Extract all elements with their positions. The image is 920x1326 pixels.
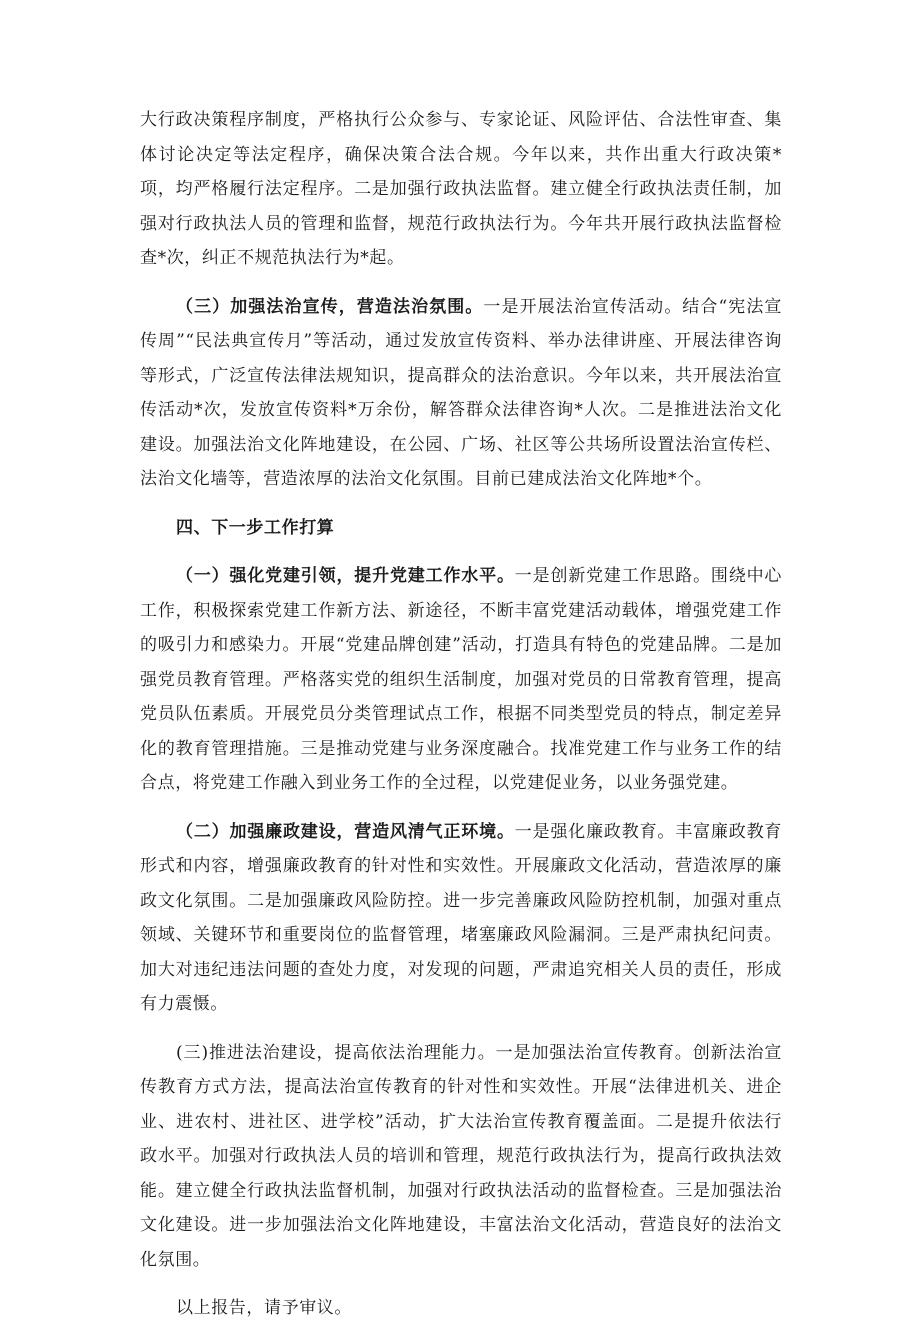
paragraph-text: 一是加强法治宣传教育。创新法治宣传教育方式方法，提高法治宣传教育的针对性和实效性。开展“法律进机关、进企业、进农村、进社区、进学校”活动，扩大法治宣传教育覆盖面。二是提升依法行政水平。加强对行政执法人员的培训和管理，规范行政执法行为，提高行政执法效能。建立健全行政执法监督机制，加强对行政执法活动的监督检查。三是加强法治文化建设。进一步加强法治文化阵地建设，丰富法治文化活动，营造良好的法治文化氛围。: [140, 1042, 782, 1270]
paragraph-text: 一是创新党建工作思路。围绕中心工作，积极探索党建工作新方法、新途径，不断丰富党建活动载体，增强党建工作的吸引力和感染力。开展“党建品牌创建”活动，打造具有特色的党建品牌。二是加强党员教育管理。严格落实党的组织生活制度，加强对党员的日常教育管理，提高党员队伍素质。开展党员分类管理试点工作，根据不同类型党员的特点，制定差异化的教育管理措施。三是推动党建与业务深度融合。找准党建工作与业务工作的结合点，将党建工作融入到业务工作的全过程，以党建促业务，以业务强党建。: [140, 566, 783, 793]
paragraph-gap: [140, 801, 782, 815]
section-heading-next-steps: 四、下一步工作打算: [176, 517, 335, 538]
paragraph-text: 一是开展法治宣传活动。结合“宪法宣传周”“民法典宣传月”等活动，通过发放宣传资料、举办法律讲座、开展法律咨询等形式，广泛宣传法律法规知识，提高群众的法治意识。今年以来，共开展法治宣传活动*次，发放宣传资料*万余份，解答群众法律咨询*人次。二是推进法治文化建设。加强法治文化阵地建设，在公园、广场、社区等公共场所设置法治宣传栏、法治文化墙等，营造浓厚的法治文化氛围。目前已建成法治文化阵地*个。: [140, 296, 783, 489]
paragraph-text: 大行政决策程序制度，严格执行公众参与、专家论证、风险评估、合法性审查、集体讨论决定等法定程序，确保决策合法合规。今年以来，共作出重大行政决策*项，均严格履行法定程序。二是加强行政执法监督。建立健全行政执法责任制，加强对行政执法人员的管理和监督，规范行政执法行为。今年共开展行政执法监督检查*次，纠正不规范执法行为*起。: [140, 110, 782, 268]
paragraph-administrative-decision: [140, 103, 782, 276]
section-lead-heading: (三)推进法治建设，提高依法治理能力。: [176, 1042, 496, 1063]
paragraph-party-building: [140, 559, 782, 801]
section-lead-heading: （三）加强法治宣传，营造法治氛围。: [176, 296, 484, 317]
paragraph-gap: [140, 276, 782, 290]
paragraph-rule-of-law: [140, 1036, 782, 1278]
paragraph-gap: [140, 1022, 782, 1036]
section-lead-heading: （二）加强廉政建设，营造风清气正环境。: [176, 821, 515, 842]
paragraph-gap: [140, 545, 782, 559]
paragraph-gap: [140, 497, 782, 511]
closing-statement: 以上报告，请予审议。: [176, 1298, 352, 1318]
paragraph-clean-government: [140, 815, 782, 1022]
paragraph-text: 一是强化廉政教育。丰富廉政教育形式和内容，增强廉政教育的针对性和实效性。开展廉政文化活动，营造浓厚的廉政文化氛围。二是加强廉政风险防控。进一步完善廉政风险防控机制，加强对重点领域、关键环节和重要岗位的监督管理，堵塞廉政风险漏洞。三是严肃执纪问责。加大对违纪违法问题的查处力度，对发现的问题，严肃追究相关人员的责任，形成有力震慑。: [140, 821, 783, 1014]
document-page: [140, 103, 782, 1326]
paragraph-legal-publicity: [140, 290, 782, 497]
section-lead-heading: （一）强化党建引领，提升党建工作水平。: [176, 566, 515, 586]
paragraph-gap: [140, 1277, 782, 1291]
